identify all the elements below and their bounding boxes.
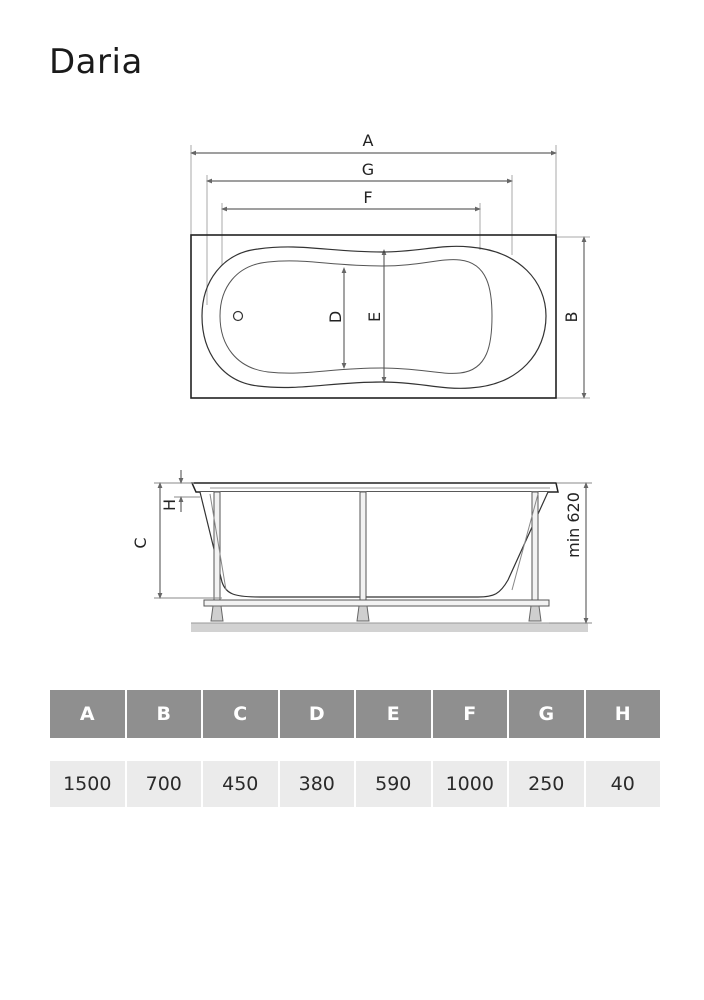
top-view [191, 131, 590, 398]
label-c: C [131, 537, 150, 549]
label-d: D [326, 310, 345, 324]
drain-icon [234, 312, 243, 321]
header-cell-d: D [280, 690, 355, 738]
label-f: F [363, 188, 373, 207]
side-view [131, 470, 592, 632]
header-cell-h: H [586, 690, 661, 738]
feet [211, 606, 541, 621]
dimension-table-values [50, 761, 660, 807]
label-g: G [361, 160, 375, 179]
value-cell-a: 1500 [50, 761, 125, 807]
label-h: H [160, 498, 179, 512]
header-cell-e: E [356, 690, 431, 738]
value-cell-b: 700 [127, 761, 202, 807]
header-cell-c: C [203, 690, 278, 738]
floor [191, 623, 588, 632]
label-min: min 620 [564, 492, 583, 558]
value-cell-e: 590 [356, 761, 431, 807]
header-cell-f: F [433, 690, 508, 738]
value-cell-d: 380 [280, 761, 355, 807]
header-cell-b: B [127, 690, 202, 738]
value-cell-h: 40 [586, 761, 661, 807]
label-a: A [362, 131, 374, 150]
dimension-table-header [50, 690, 660, 738]
tub-basin-outline [220, 260, 492, 374]
value-cell-f: 1000 [433, 761, 508, 807]
page-title: Daria [49, 42, 143, 82]
side-rim [192, 483, 558, 492]
header-cell-a: A [50, 690, 125, 738]
header-cell-g: G [509, 690, 584, 738]
label-e: E [365, 311, 384, 323]
value-cell-g: 250 [509, 761, 584, 807]
value-cell-c: 450 [203, 761, 278, 807]
label-b: B [562, 311, 581, 323]
side-body [200, 492, 548, 597]
